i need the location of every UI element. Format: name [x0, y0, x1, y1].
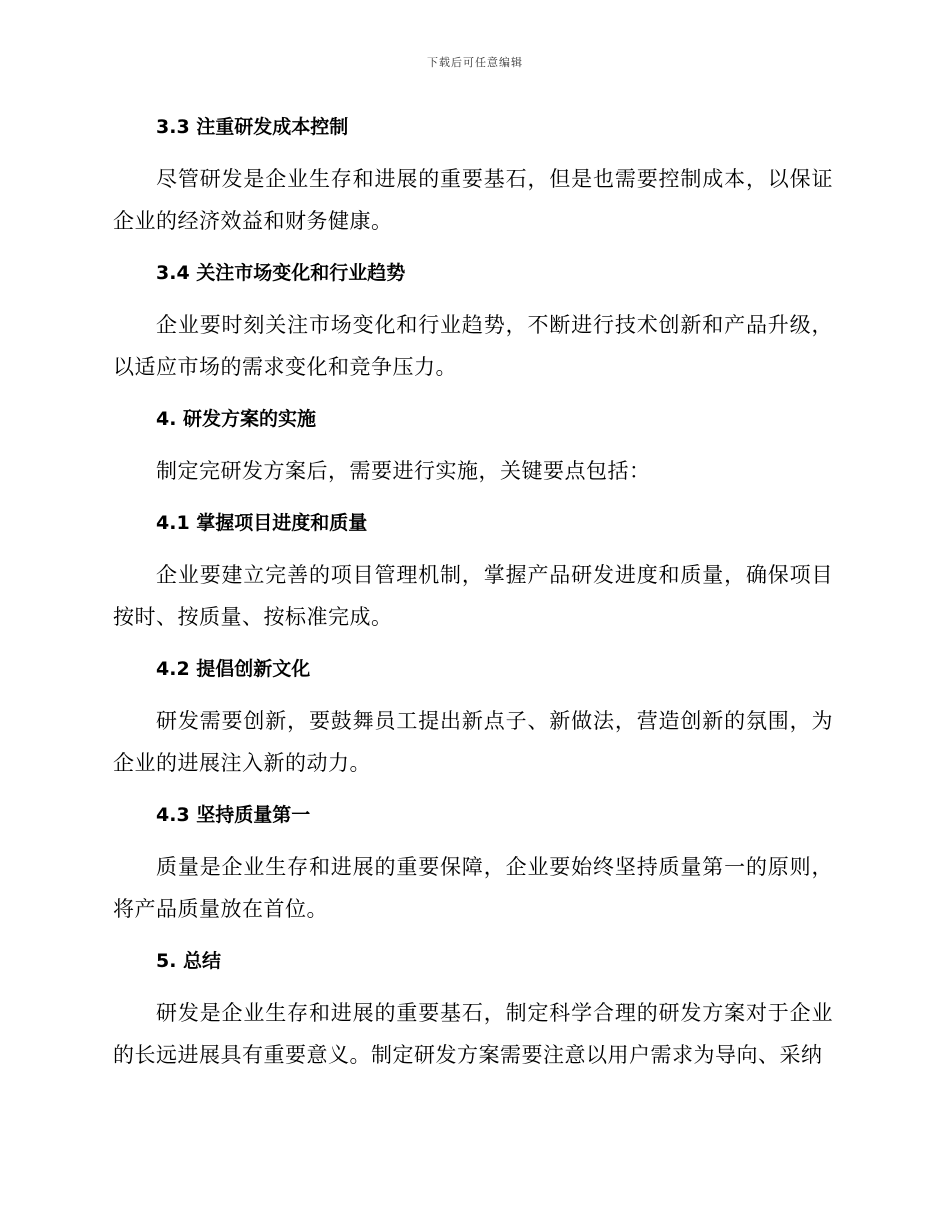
section-heading-3-4: 3.4 关注市场变化和行业趋势 — [156, 262, 406, 284]
section-paragraph-3-3: 尽管研发是企业生存和进展的重要基石，但是也需要控制成本，以保证企业的经济效益和财务健康。 — [113, 167, 833, 233]
page-header: 下载后可任意编辑 — [427, 56, 523, 69]
section-paragraph-4-2: 研发需要创新，要鼓舞员工提出新点子、新做法，营造创新的氛围，为企业的进展注入新的动力。 — [113, 709, 833, 775]
section-paragraph-4-1: 企业要建立完善的项目管理机制，掌握产品研发进度和质量，确保项目按时、按质量、按标准完成。 — [113, 563, 833, 629]
document-body — [113, 104, 833, 1084]
section-heading-5: 5. 总结 — [156, 950, 222, 972]
section-heading-4: 4. 研发方案的实施 — [156, 408, 317, 430]
section-heading-4-1: 4.1 掌握项目进度和质量 — [156, 512, 368, 534]
section-heading-3-3: 3.3 注重研发成本控制 — [156, 116, 349, 138]
section-heading-4-3: 4.3 坚持质量第一 — [156, 804, 311, 826]
section-paragraph-4-3: 质量是企业生存和进展的重要保障，企业要始终坚持质量第一的原则，将产品质量放在首位。 — [113, 855, 833, 921]
section-paragraph-3-4: 企业要时刻关注市场变化和行业趋势，不断进行技术创新和产品升级，以适应市场的需求变化和竞争压力。 — [113, 313, 833, 379]
section-paragraph-5: 研发是企业生存和进展的重要基石，制定科学合理的研发方案对于企业的长远进展具有重要意义。制定研发方案需要注意以用户需求为导向、采纳 — [113, 1001, 833, 1067]
section-heading-4-2: 4.2 提倡创新文化 — [156, 658, 311, 680]
section-paragraph-4: 制定完研发方案后，需要进行实施，关键要点包括： — [156, 459, 651, 483]
